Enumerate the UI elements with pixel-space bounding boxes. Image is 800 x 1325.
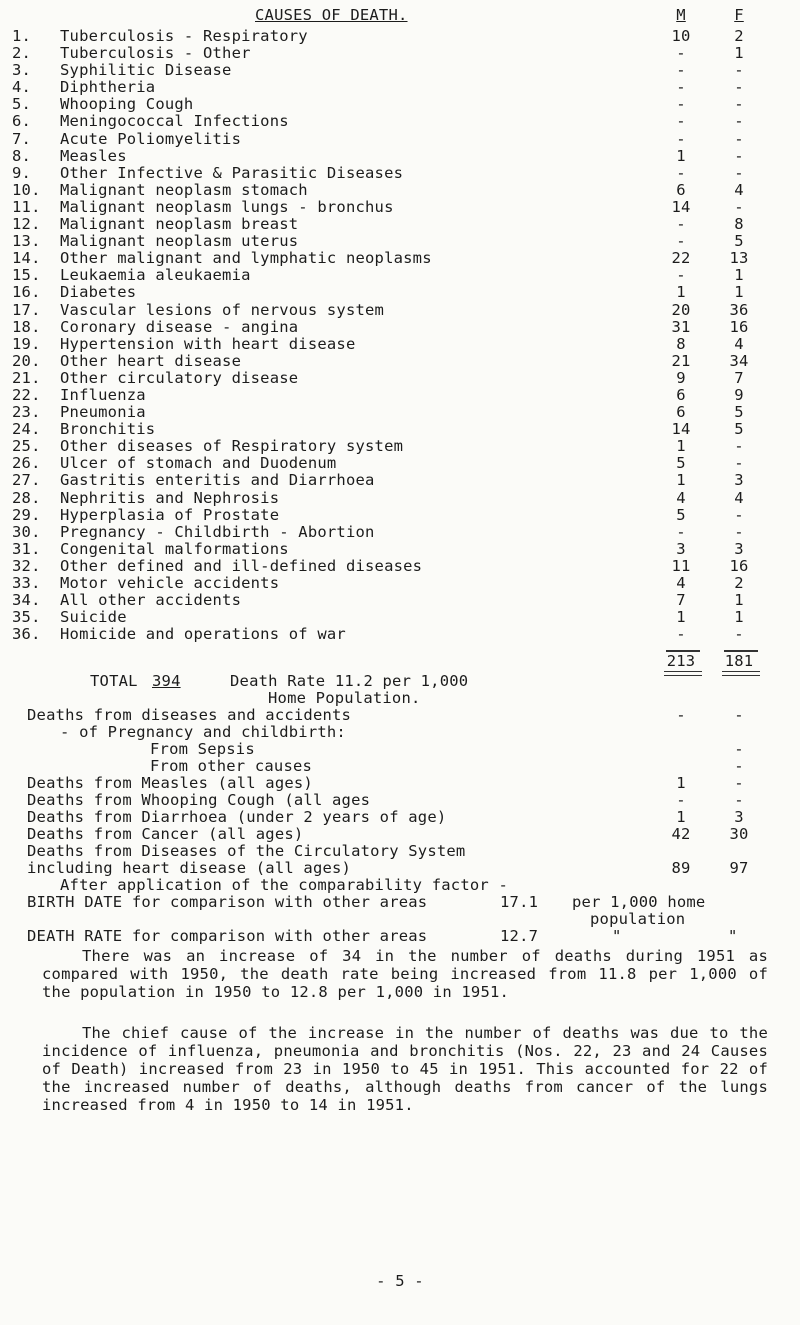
female-count: 1 xyxy=(734,608,744,627)
cause-name: Measles xyxy=(60,146,127,165)
cause-name: Other malignant and lymphatic neoplasms xyxy=(60,249,432,268)
death-rate-line2: Home Population. xyxy=(268,689,421,707)
female-count: 5 xyxy=(734,232,744,251)
female-count: - xyxy=(734,505,744,524)
cause-number: 15. xyxy=(12,266,41,285)
male-count: 4 xyxy=(676,574,686,592)
male-count: - xyxy=(676,129,686,148)
table-row xyxy=(0,79,800,96)
cause-number: 27. xyxy=(12,471,41,490)
birth-rate-label: BIRTH DATE for comparison with other areas xyxy=(27,893,428,911)
male-count: 1 xyxy=(676,608,686,627)
cause-number: 13. xyxy=(12,232,41,251)
table-row xyxy=(0,609,800,626)
cause-number: 9. xyxy=(12,163,32,182)
male-count: 5 xyxy=(676,454,686,473)
male-count: - xyxy=(676,44,686,63)
cause-number: 26. xyxy=(12,454,41,473)
diarrhoea-label: Deaths from Diarrhoea (under 2 years of age) xyxy=(27,808,447,826)
cause-number: 35. xyxy=(12,608,41,627)
female-count: - xyxy=(734,197,744,216)
table-row xyxy=(0,62,800,79)
cause-number: 1. xyxy=(12,27,32,45)
table-row xyxy=(0,575,800,592)
cause-name: Malignant neoplasm breast xyxy=(60,215,299,234)
paragraph-cause-text: The chief cause of the increase in the number of deaths was due to the incidence of influenza, pneumonia and bronchitis (Nos. 22, 23 and 24 Causes of Death) increased from 23 in 1950 to 45 in 1951. This accounted for 22 of the increased number of deaths, although deaths from cancer of the lungs increased from 4 in 1950 to 14 in 1951. xyxy=(42,1024,768,1114)
table-row xyxy=(0,199,800,216)
cause-name: Motor vehicle accidents xyxy=(60,574,280,592)
cause-number: 31. xyxy=(12,539,41,558)
cause-name: Diphtheria xyxy=(60,78,156,97)
circulatory-female: 97 xyxy=(729,859,749,877)
cause-number: 8. xyxy=(12,146,32,165)
whooping-male: - xyxy=(676,791,686,809)
female-count: - xyxy=(734,522,744,541)
table-header xyxy=(0,6,800,28)
table-row xyxy=(0,250,800,267)
male-count: 22 xyxy=(671,249,691,268)
female-count: - xyxy=(734,129,744,148)
cause-name: Congenital malformations xyxy=(60,539,289,558)
cause-number: 33. xyxy=(12,574,41,592)
table-row xyxy=(0,233,800,250)
cause-number: 29. xyxy=(12,505,41,524)
whooping-female: - xyxy=(734,791,744,809)
male-count: 6 xyxy=(676,403,686,422)
male-count: 6 xyxy=(676,385,686,404)
male-count: - xyxy=(676,163,686,182)
female-count: 3 xyxy=(734,539,744,558)
paragraph-cause xyxy=(42,1024,768,1114)
cause-name: Bronchitis xyxy=(60,420,156,439)
paragraph-increase xyxy=(42,947,768,1001)
ditto-mark-1: " xyxy=(612,927,622,945)
table-row xyxy=(0,302,800,319)
table-row xyxy=(0,421,800,438)
deaths-diseases-label: Deaths from diseases and accidents xyxy=(27,706,352,724)
cause-number: 30. xyxy=(12,522,41,541)
total-value: 394 xyxy=(152,672,181,690)
cause-number: 21. xyxy=(12,368,41,387)
female-count: 2 xyxy=(734,574,744,592)
table-row xyxy=(0,626,800,643)
cause-number: 16. xyxy=(12,283,41,302)
comparability-note: After application of the comparability factor - xyxy=(60,876,508,894)
cause-number: 12. xyxy=(12,215,41,234)
measles-female: - xyxy=(734,774,744,792)
cause-name: Other defined and ill-defined diseases xyxy=(60,556,423,575)
cause-number: 2. xyxy=(12,44,32,63)
table-row xyxy=(0,113,800,130)
circulatory-label-line2: including heart disease (all ages) xyxy=(27,859,352,877)
female-count: 1 xyxy=(734,44,744,63)
male-count: 14 xyxy=(671,197,691,216)
female-count: 5 xyxy=(734,403,744,422)
sepsis-label: From Sepsis xyxy=(150,740,255,758)
female-count: - xyxy=(734,625,744,644)
cause-number: 36. xyxy=(12,625,41,644)
cause-name: Other heart disease xyxy=(60,351,242,370)
cause-name: Malignant neoplasm stomach xyxy=(60,180,308,199)
table-row xyxy=(0,131,800,148)
cause-name: Gastritis enteritis and Diarrhoea xyxy=(60,471,375,490)
page-number: - 5 - xyxy=(376,1272,424,1290)
table-row xyxy=(0,45,800,62)
female-count: 4 xyxy=(734,488,744,507)
cancer-male: 42 xyxy=(671,825,691,843)
female-count: 4 xyxy=(734,180,744,199)
table-row xyxy=(0,404,800,421)
paragraph-increase-text: There was an increase of 34 in the number of deaths during 1951 as compared with 1950, the death rate being increased from 11.8 per 1,000 of the population in 1950 to 12.8 per 1,000 in 1951. xyxy=(42,947,768,1001)
male-count: 1 xyxy=(676,283,686,302)
death-rate-value: 12.7 xyxy=(500,927,539,945)
cause-name: Nephritis and Nephrosis xyxy=(60,488,280,507)
total-label: TOTAL xyxy=(90,672,138,690)
birth-rate-unit-line2: population xyxy=(590,910,686,928)
table-row xyxy=(0,370,800,387)
male-count: - xyxy=(676,78,686,97)
cancer-female: 30 xyxy=(729,825,749,843)
death-rate-label: DEATH RATE for comparison with other areas xyxy=(27,927,428,945)
female-count: 3 xyxy=(734,471,744,490)
table-row xyxy=(0,267,800,284)
male-count: 11 xyxy=(671,556,691,575)
female-count: 34 xyxy=(729,351,749,370)
female-count: 2 xyxy=(734,27,744,45)
table-row xyxy=(0,96,800,113)
cause-number: 11. xyxy=(12,197,41,216)
female-count: - xyxy=(734,163,744,182)
total-male: 213 xyxy=(666,652,696,670)
cause-name: Other Infective & Parasitic Diseases xyxy=(60,163,404,182)
table-row xyxy=(0,524,800,541)
table-row xyxy=(0,592,800,609)
cause-name: Whooping Cough xyxy=(60,95,194,114)
female-count: - xyxy=(734,146,744,165)
other-causes-label: From other causes xyxy=(150,757,313,775)
cause-number: 4. xyxy=(12,78,32,97)
male-count: - xyxy=(676,112,686,131)
female-count: 4 xyxy=(734,334,744,353)
male-count: 7 xyxy=(676,591,686,610)
male-count: - xyxy=(676,625,686,644)
cause-name: Homicide and operations of war xyxy=(60,625,346,644)
male-count: 14 xyxy=(671,420,691,439)
cause-name: Ulcer of stomach and Duodenum xyxy=(60,454,337,473)
male-count: 8 xyxy=(676,334,686,353)
cause-name: Leukaemia aleukaemia xyxy=(60,266,251,285)
column-header-male: M xyxy=(676,6,686,24)
female-count: - xyxy=(734,437,744,456)
cause-number: 6. xyxy=(12,112,32,131)
male-count: 9 xyxy=(676,368,686,387)
table-row xyxy=(0,28,800,45)
table-row xyxy=(0,284,800,301)
cause-number: 19. xyxy=(12,334,41,353)
total-double-rule-female xyxy=(722,671,760,676)
cause-name: Pneumonia xyxy=(60,403,146,422)
table-row xyxy=(0,319,800,336)
cause-name: Malignant neoplasm lungs - bronchus xyxy=(60,197,394,216)
cause-number: 28. xyxy=(12,488,41,507)
male-count: 5 xyxy=(676,505,686,524)
table-row xyxy=(0,507,800,524)
female-count: 1 xyxy=(734,591,744,610)
whooping-label: Deaths from Whooping Cough (all ages xyxy=(27,791,371,809)
cause-number: 3. xyxy=(12,61,32,80)
male-count: - xyxy=(676,522,686,541)
table-row xyxy=(0,182,800,199)
cause-number: 23. xyxy=(12,403,41,422)
male-count: 3 xyxy=(676,539,686,558)
table-row xyxy=(0,353,800,370)
diarrhoea-female: 3 xyxy=(734,808,744,826)
male-count: 1 xyxy=(676,146,686,165)
cause-number: 25. xyxy=(12,437,41,456)
other-causes-female: - xyxy=(734,757,744,775)
ditto-mark-2: " xyxy=(728,927,738,945)
table-row xyxy=(0,387,800,404)
male-count: 4 xyxy=(676,488,686,507)
female-count: 5 xyxy=(734,420,744,439)
female-count: - xyxy=(734,78,744,97)
male-count: - xyxy=(676,61,686,80)
table-row xyxy=(0,216,800,233)
total-female: 181 xyxy=(724,652,754,670)
cause-number: 5. xyxy=(12,95,32,114)
female-count: 9 xyxy=(734,385,744,404)
cause-name: Vascular lesions of nervous system xyxy=(60,300,385,319)
cause-name: Tuberculosis - Other xyxy=(60,44,251,63)
cause-number: 7. xyxy=(12,129,32,148)
female-count: 7 xyxy=(734,368,744,387)
cause-number: 34. xyxy=(12,591,41,610)
female-count: - xyxy=(734,61,744,80)
table-row xyxy=(0,472,800,489)
cause-number: 20. xyxy=(12,351,41,370)
cause-name: Influenza xyxy=(60,385,146,404)
female-count: - xyxy=(734,112,744,131)
total-double-rule-male xyxy=(664,671,702,676)
female-count: 8 xyxy=(734,215,744,234)
table-row xyxy=(0,165,800,182)
totals-row xyxy=(0,652,800,672)
female-count: 13 xyxy=(729,249,749,268)
cause-name: Pregnancy - Childbirth - Abortion xyxy=(60,522,375,541)
cause-number: 10. xyxy=(12,180,41,199)
measles-label: Deaths from Measles (all ages) xyxy=(27,774,313,792)
male-count: 1 xyxy=(676,437,686,456)
male-count: 21 xyxy=(671,351,691,370)
cause-name: Tuberculosis - Respiratory xyxy=(60,27,308,45)
male-count: 31 xyxy=(671,317,691,336)
table-row xyxy=(0,541,800,558)
page-title: CAUSES OF DEATH. xyxy=(255,6,408,24)
table-row xyxy=(0,455,800,472)
cause-number: 18. xyxy=(12,317,41,336)
pregnancy-label: - of Pregnancy and childbirth: xyxy=(60,723,346,741)
sepsis-female: - xyxy=(734,740,744,758)
female-count: - xyxy=(734,95,744,114)
cause-number: 17. xyxy=(12,300,41,319)
cause-name: Other circulatory disease xyxy=(60,368,299,387)
table-row xyxy=(0,558,800,575)
male-count: - xyxy=(676,232,686,251)
female-count: 36 xyxy=(729,300,749,319)
cause-name: Hyperplasia of Prostate xyxy=(60,505,280,524)
cause-number: 14. xyxy=(12,249,41,268)
deaths-diseases-male: - xyxy=(676,706,686,724)
cause-name: Malignant neoplasm uterus xyxy=(60,232,299,251)
cause-name: Acute Poliomyelitis xyxy=(60,129,242,148)
birth-rate-value: 17.1 xyxy=(500,893,539,911)
column-header-female: F xyxy=(734,6,744,24)
female-count: 1 xyxy=(734,283,744,302)
death-rate-line1: Death Rate 11.2 per 1,000 xyxy=(230,672,469,690)
circulatory-label-line1: Deaths from Diseases of the Circulatory System xyxy=(27,842,466,860)
deaths-diseases-female: - xyxy=(734,706,744,724)
male-count: 1 xyxy=(676,471,686,490)
male-count: - xyxy=(676,95,686,114)
measles-male: 1 xyxy=(676,774,686,792)
cause-name: Suicide xyxy=(60,608,127,627)
circulatory-male: 89 xyxy=(671,859,691,877)
male-count: 6 xyxy=(676,180,686,199)
cause-name: Coronary disease - angina xyxy=(60,317,299,336)
cause-name: Meningococcal Infections xyxy=(60,112,289,131)
diarrhoea-male: 1 xyxy=(676,808,686,826)
causes-table xyxy=(0,28,800,643)
cause-name: Diabetes xyxy=(60,283,137,302)
cause-number: 24. xyxy=(12,420,41,439)
table-row xyxy=(0,490,800,507)
cause-number: 22. xyxy=(12,385,41,404)
table-row xyxy=(0,336,800,353)
male-count: - xyxy=(676,266,686,285)
male-count: 10 xyxy=(671,27,691,45)
table-row xyxy=(0,148,800,165)
cause-name: All other accidents xyxy=(60,591,242,610)
male-count: 20 xyxy=(671,300,691,319)
cause-number: 32. xyxy=(12,556,41,575)
cause-name: Other diseases of Respiratory system xyxy=(60,437,404,456)
female-count: 1 xyxy=(734,266,744,285)
cause-name: Syphilitic Disease xyxy=(60,61,232,80)
female-count: 16 xyxy=(729,556,749,575)
cancer-label: Deaths from Cancer (all ages) xyxy=(27,825,304,843)
male-count: - xyxy=(676,215,686,234)
female-count: - xyxy=(734,454,744,473)
cause-name: Hypertension with heart disease xyxy=(60,334,356,353)
table-row xyxy=(0,438,800,455)
female-count: 16 xyxy=(729,317,749,336)
birth-rate-unit-line1: per 1,000 home xyxy=(572,893,706,911)
